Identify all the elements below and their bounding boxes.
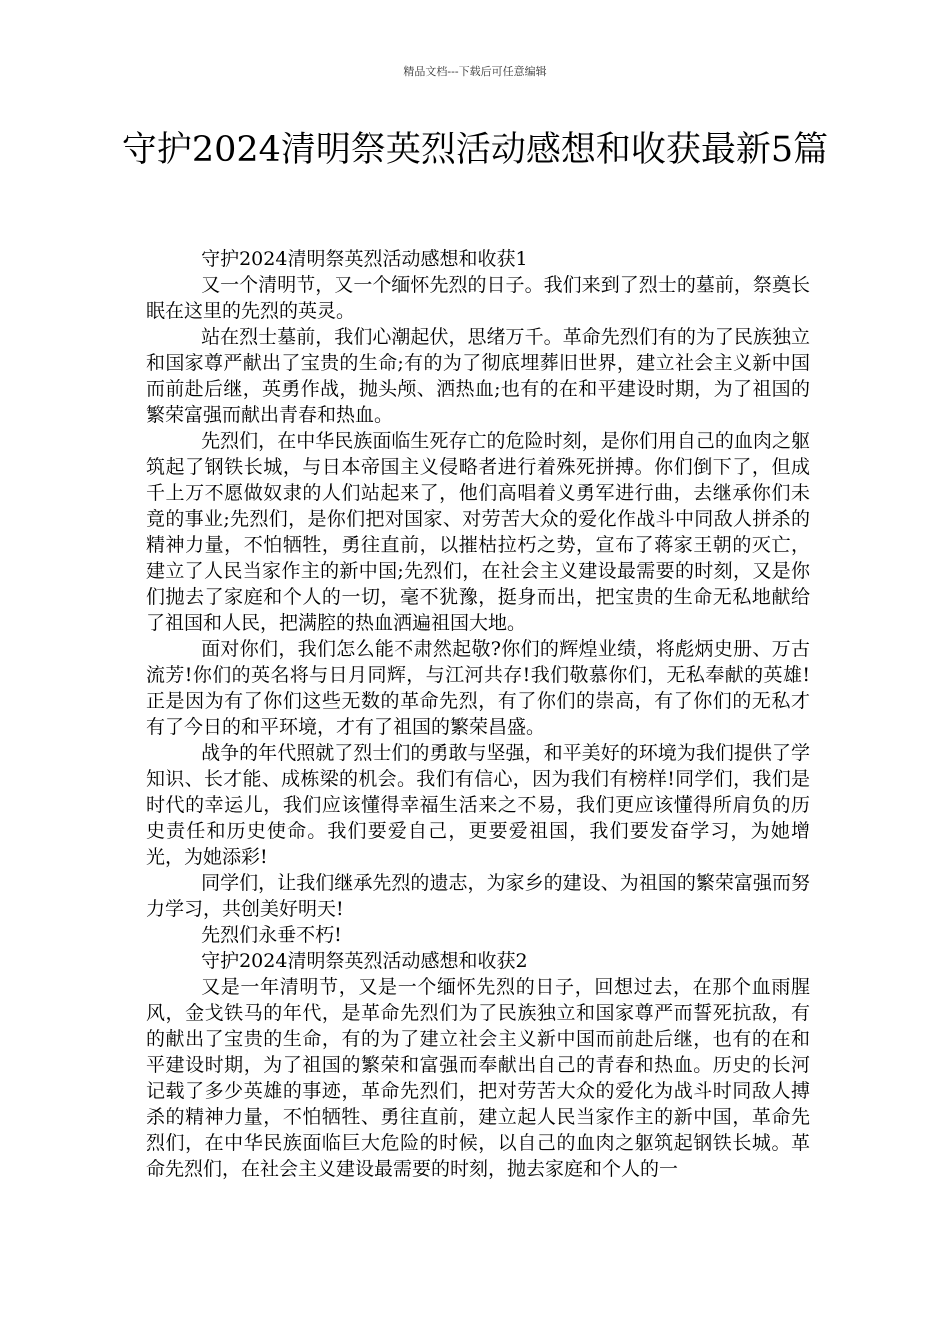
paragraph: 先烈们永垂不朽! (201, 924, 342, 946)
paragraph: 又是一年清明节，又是一个缅怀先烈的日子，回想过去，在那个血雨腥风，金戈铁马的年代，是革命先烈们为了民族独立和国家尊严而誓死抗敌，有的献出了宝贵的生命，有的为了建立社会主义新中国而前赴后继，也有的在和平建设时期，为了祖国的繁荣和富强而奉献出自己的青春和热血。历史的长河记载了多少英雄的事迹，革命先烈们，把对劳苦大众的爱化为战斗时同敌人搏杀的精神力量，不怕牺牲、勇往直前，建立起人民当家作主的新中国，革命先烈们，在中华民族面临巨大危险的时候，以自己的血肉之躯筑起钢铁长城。革命先烈们，在社会主义建设最需要的时刻，抛去家庭和个人的一 (146, 976, 810, 1180)
page-header: 精品文档---下载后可任意编辑 (403, 65, 547, 78)
section-heading-1: 守护2024清明祭英烈活动感想和收获1 (201, 248, 528, 270)
paragraph: 同学们，让我们继承先烈的遗志，为家乡的建设、为祖国的繁荣富强而努力学习，共创美好明天! (146, 872, 810, 920)
document-body (146, 246, 810, 1182)
paragraph: 站在烈士墓前，我们心潮起伏，思绪万千。革命先烈们有的为了民族独立和国家尊严献出了宝贵的生命;有的为了彻底埋葬旧世界，建立社会主义新中国而前赴后继，英勇作战，抛头颅、洒热血;也有的在和平建设时期，为了祖国的繁荣富强而献出青春和热血。 (146, 326, 810, 426)
paragraph: 面对你们，我们怎么能不肃然起敬?你们的辉煌业绩，将彪炳史册、万古流芳!你们的英名将与日月同辉，与江河共存!我们敬慕你们，无私奉献的英雄!正是因为有了你们这些无数的革命先烈，有了你们的崇高，有了你们的无私才有了今日的和平环境，才有了祖国的繁荣昌盛。 (146, 638, 810, 738)
section-heading-2: 守护2024清明祭英烈活动感想和收获2 (201, 950, 528, 972)
paragraph: 又一个清明节，又一个缅怀先烈的日子。我们来到了烈士的墓前，祭奠长眠在这里的先烈的英灵。 (146, 274, 810, 322)
document-title: 守护2024清明祭英烈活动感想和收获最新5篇 (121, 130, 829, 170)
paragraph: 先烈们，在中华民族面临生死存亡的危险时刻，是你们用自己的血肉之躯筑起了钢铁长城，与日本帝国主义侵略者进行着殊死拼搏。你们倒下了，但成千上万不愿做奴隶的人们站起来了，他们高唱着义勇军进行曲，去继承你们未竟的事业;先烈们，是你们把对国家、对劳苦大众的爱化作战斗中同敌人拼杀的精神力量，不怕牺牲，勇往直前，以摧枯拉朽之势，宣布了蒋家王朝的灭亡，建立了人民当家作主的新中国;先烈们，在社会主义建设最需要的时刻，又是你们抛去了家庭和个人的一切，毫不犹豫，挺身而出，把宝贵的生命无私地献给了祖国和人民，把满腔的热血洒遍祖国大地。 (146, 430, 810, 634)
paragraph: 战争的年代照就了烈士们的勇敢与坚强，和平美好的环境为我们提供了学知识、长才能、成栋梁的机会。我们有信心，因为我们有榜样!同学们，我们是时代的幸运儿，我们应该懂得幸福生活来之不易，我们更应该懂得所肩负的历史责任和历史使命。我们要爱自己，更要爱祖国，我们要发奋学习，为她增光，为她添彩! (146, 742, 810, 868)
